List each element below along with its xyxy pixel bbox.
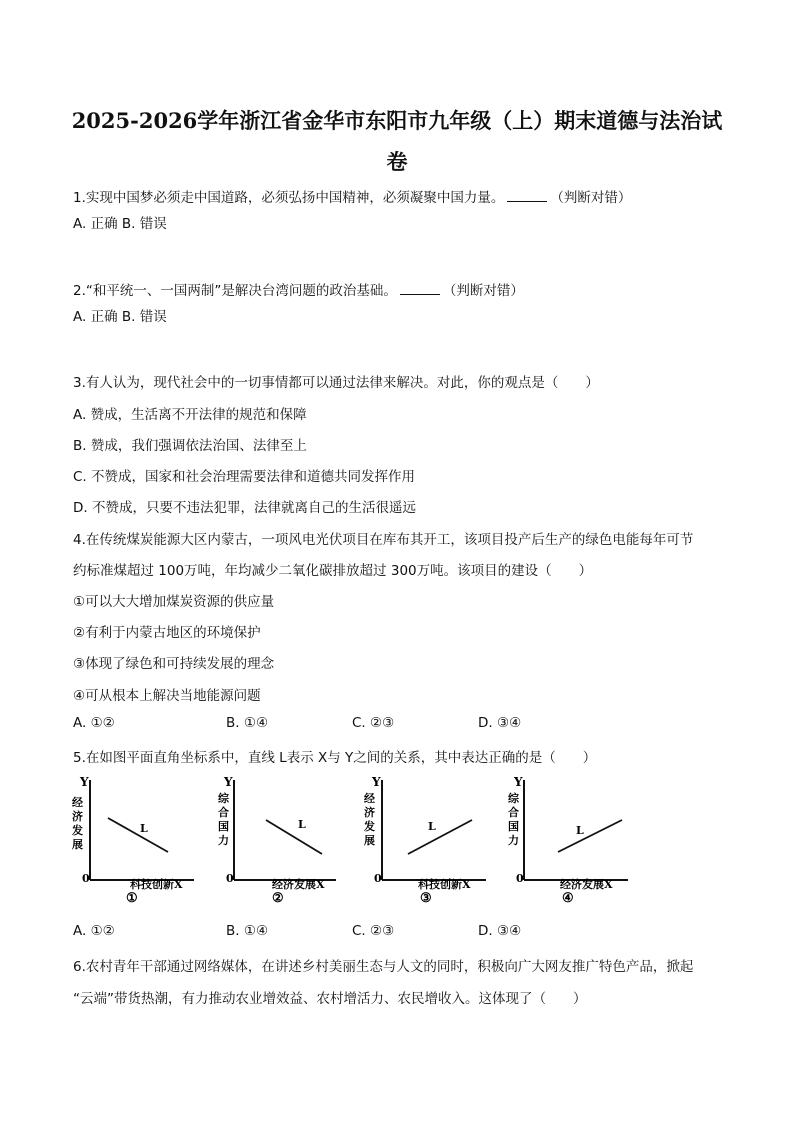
question-1-options: A. 正确 B. 错误 xyxy=(73,216,167,232)
diagram-number: ③ xyxy=(420,891,432,906)
y-axis-label-char: 济 xyxy=(364,806,375,819)
y-axis-label-char: 合 xyxy=(218,806,229,819)
y-axis-label-char: 经 xyxy=(72,796,83,809)
x-axis-label: 经济发展X xyxy=(272,878,325,891)
question-4-statement-4: ④可从根本上解决当地能源问题 xyxy=(73,688,261,704)
question-3-option-c: C. 不赞成，国家和社会治理需要法律和道德共同发挥作用 xyxy=(73,469,416,485)
relation-line-up xyxy=(558,820,622,852)
question-4-stem-line1: 4.在传统煤炭能源大区内蒙古，一项风电光伏项目在库布其开工，该项目投产后生产的绿色电能每年可节 xyxy=(73,532,694,548)
exam-title-line2: 卷 xyxy=(386,149,408,174)
origin-label: 0 xyxy=(374,872,382,885)
question-2-note: （判断对错） xyxy=(442,283,524,299)
answer-blank xyxy=(507,190,547,202)
y-axis-letter: Y xyxy=(80,775,89,789)
x-axis-label: 经济发展X xyxy=(560,878,613,891)
question-1-text: 1.实现中国梦必须走中国道路，必须弘扬中国精神，必须凝聚中国力量。 xyxy=(73,190,505,206)
question-1-stem xyxy=(73,186,631,206)
question-5-option-b: B. ①④ xyxy=(226,923,269,939)
y-axis-label-char: 国 xyxy=(218,820,229,833)
question-5-option-d: D. ③④ xyxy=(478,923,522,939)
question-2-text: 2.“和平统一、一国两制”是解决台湾问题的政治基础。 xyxy=(73,283,397,299)
question-4-option-b: B. ①④ xyxy=(226,715,269,731)
relation-line-down xyxy=(266,820,322,854)
question-5-option-a: A. ①② xyxy=(73,923,115,939)
y-axis-label-char: 展 xyxy=(72,838,83,851)
origin-label: 0 xyxy=(516,872,524,885)
y-axis-label-char: 发 xyxy=(72,824,83,837)
y-axis-label-char: 力 xyxy=(218,834,229,847)
line-label: L xyxy=(298,818,306,831)
y-axis-label-char: 综 xyxy=(508,792,519,805)
question-3-option-a: A. 赞成，生活离不开法律的规范和保障 xyxy=(73,407,307,423)
y-axis-label-char: 综 xyxy=(218,792,229,805)
line-label: L xyxy=(428,820,436,833)
x-axis-label: 科技创新X xyxy=(418,878,471,891)
exam-title-line1: 2025-2026学年浙江省金华市东阳市九年级（上）期末道德与法治试 xyxy=(71,108,723,133)
question-2-stem xyxy=(73,279,524,299)
relation-line-up xyxy=(408,820,472,854)
origin-label: 0 xyxy=(82,872,90,885)
question-1-note: （判断对错） xyxy=(550,190,632,206)
y-axis-label-char: 济 xyxy=(72,810,83,823)
coordinate-diagram-4 xyxy=(502,770,642,914)
question-4-option-a: A. ①② xyxy=(73,715,115,731)
question-4-statement-1: ①可以大大增加煤炭资源的供应量 xyxy=(73,594,275,610)
diagram-number: ① xyxy=(126,891,138,906)
question-4-option-d: D. ③④ xyxy=(478,715,522,731)
question-2-options: A. 正确 B. 错误 xyxy=(73,309,167,325)
diagram-number: ② xyxy=(272,891,284,906)
question-6-stem-line2: “云端”带货热潮，有力推动农业增效益、农村增活力、农民增收入。这体现了（ ） xyxy=(73,991,587,1007)
y-axis-letter: Y xyxy=(514,775,523,789)
line-label: L xyxy=(140,822,148,835)
question-4-option-c: C. ②③ xyxy=(352,715,395,731)
x-axis-label: 科技创新X xyxy=(130,878,183,891)
question-4-stem-line2: 约标准煤超过 100万吨，年均减少二氧化碳排放超过 300万吨。该项目的建设（ ） xyxy=(73,563,593,579)
line-label: L xyxy=(576,824,584,837)
question-4-statement-2: ②有利于内蒙古地区的环境保护 xyxy=(73,625,261,641)
y-axis-letter: Y xyxy=(224,775,233,789)
origin-label: 0 xyxy=(226,872,234,885)
y-axis-label-char: 国 xyxy=(508,820,519,833)
y-axis-label-char: 力 xyxy=(508,834,519,847)
question-4-statement-3: ③体现了绿色和可持续发展的理念 xyxy=(73,656,275,672)
y-axis-label-char: 展 xyxy=(364,834,375,847)
question-3-option-b: B. 赞成，我们强调依法治国、法律至上 xyxy=(73,438,307,454)
y-axis-letter: Y xyxy=(372,775,381,789)
question-3-stem: 3.有人认为，现代社会中的一切事情都可以通过法律来解决。对此，你的观点是（ ） xyxy=(73,375,599,391)
coordinate-diagram-1 xyxy=(66,770,206,914)
question-3-option-d: D. 不赞成，只要不违法犯罪，法律就离自己的生活很遥远 xyxy=(73,500,416,516)
relation-line-down xyxy=(108,818,168,852)
question-5-stem: 5.在如图平面直角坐标系中，直线 L表示 X与 Y之间的关系，其中表达正确的是（ ） xyxy=(73,750,597,766)
question-5-option-c: C. ②③ xyxy=(352,923,395,939)
answer-blank xyxy=(400,283,440,295)
question-6-stem-line1: 6.农村青年干部通过网络媒体，在讲述乡村美丽生态与人文的同时，积极向广大网友推广特色产品，掀起 xyxy=(73,959,694,975)
y-axis-label-char: 发 xyxy=(364,820,375,833)
coordinate-diagram-3 xyxy=(358,770,498,914)
y-axis-label-char: 合 xyxy=(508,806,519,819)
y-axis-label-char: 经 xyxy=(364,792,375,805)
coordinate-diagram-2 xyxy=(212,770,352,914)
diagram-number: ④ xyxy=(562,891,574,906)
